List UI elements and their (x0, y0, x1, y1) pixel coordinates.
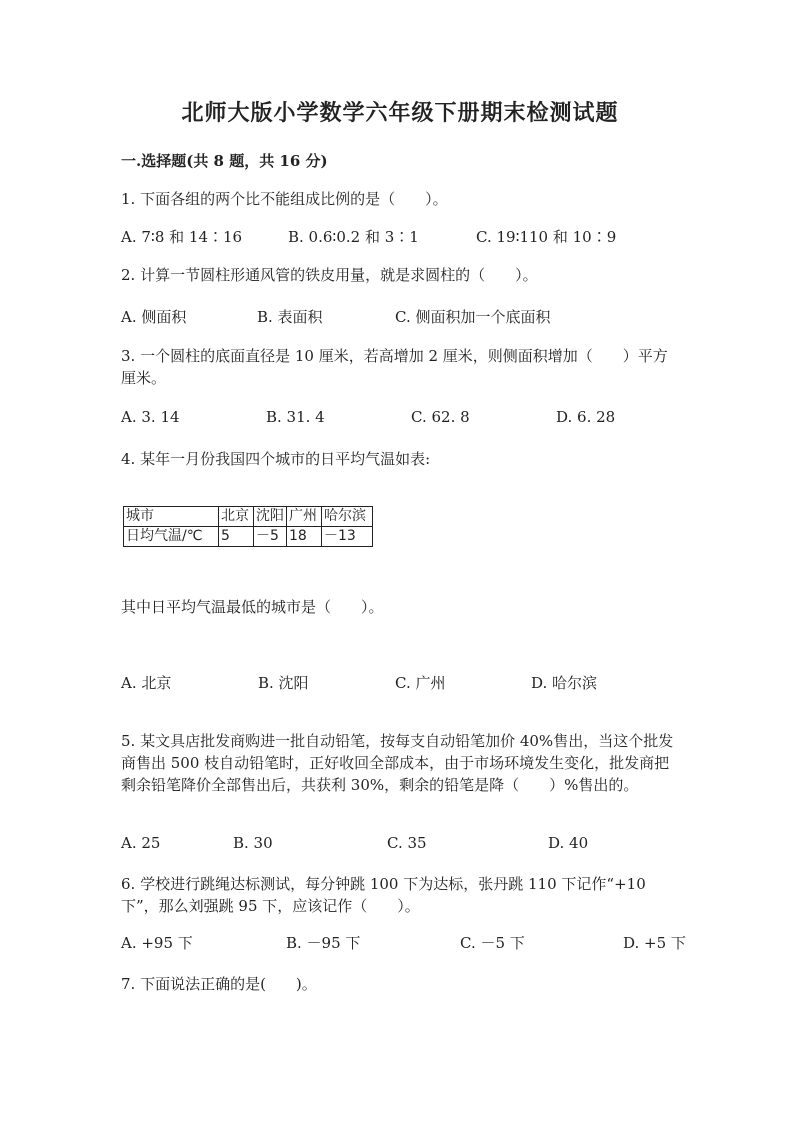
option-c: C. 35 (387, 834, 427, 852)
table-cell: 18 (287, 527, 322, 547)
option-d: D. 哈尔滨 (531, 674, 598, 692)
option-a: A. 25 (121, 834, 161, 852)
option-b: B. －95 下 (286, 934, 361, 952)
option-d: D. 40 (548, 834, 589, 852)
option-c: C. －5 下 (460, 934, 525, 952)
question-7: 7. 下面说法正确的是( )。 (121, 975, 317, 993)
option-a: A. 7∶8 和 14∶16 (121, 228, 243, 246)
option-b: B. 沈阳 (258, 674, 309, 692)
table-cell: 城市 (124, 507, 219, 527)
question-3-options (121, 406, 681, 428)
question-4: 4. 某年一月份我国四个城市的日平均气温如表: (121, 450, 431, 468)
option-d: D. 6. 28 (556, 408, 616, 426)
question-1: 1. 下面各组的两个比不能组成比例的是（ ）。 (121, 190, 448, 208)
question-4-followup: 其中日平均气温最低的城市是（ ）。 (121, 598, 384, 616)
table-cell: －5 (254, 527, 287, 547)
question-2: 2. 计算一节圆柱形通风管的铁皮用量，就是求圆柱的（ ）。 (121, 266, 538, 284)
section-heading: 一.选择题(共 8 题，共 16 分) (121, 152, 328, 170)
option-c: C. 62. 8 (411, 408, 470, 426)
question-5: 5. 某文具店批发商购进一批自动铅笔，按每支自动铅笔加价 40%售出，当这个批发商售出 500 枝自动铅笔时，正好收回全部成本，由于市场环境发生变化，批发商把剩余铅笔降价全部售出后，共获利 30%，剩余的铅笔是降（ ）%售出的。 (121, 732, 674, 794)
option-c: C. 侧面积加一个底面积 (395, 308, 551, 326)
table-cell: 日均气温/℃ (124, 527, 219, 547)
table-cell: 广州 (287, 507, 322, 527)
table-cell: －13 (322, 527, 373, 547)
option-a: A. +95 下 (121, 934, 193, 952)
question-5-options (121, 832, 681, 854)
option-b: B. 0.6∶0.2 和 3∶1 (288, 228, 419, 246)
option-d: D. +5 下 (623, 934, 686, 952)
question-6-options (121, 932, 686, 954)
option-a: A. 侧面积 (121, 308, 187, 326)
question-3: 3. 一个圆柱的底面直径是 10 厘米，若高增加 2 厘米，则侧面积增加（ ）平方厘米。 (121, 347, 668, 387)
table-header-row (124, 507, 373, 527)
option-c: C. 19∶110 和 10∶9 (476, 228, 617, 246)
table-row (124, 527, 373, 547)
option-b: B. 30 (233, 834, 273, 852)
option-b: B. 31. 4 (266, 408, 325, 426)
table-cell: 北京 (219, 507, 254, 527)
option-a: A. 北京 (121, 674, 172, 692)
temperature-table (123, 506, 373, 547)
question-4-options (121, 672, 681, 694)
page-title: 北师大版小学数学六年级下册期末检测试题 (181, 100, 619, 126)
question-6: 6. 学校进行跳绳达标测试，每分钟跳 100 下为达标，张丹跳 110 下记作“+10 下”，那么刘强跳 95 下，应该记作（ ）。 (121, 875, 646, 915)
table-cell: 哈尔滨 (322, 507, 373, 527)
table-cell: 5 (219, 527, 254, 547)
question-1-options (121, 226, 681, 248)
question-2-options (121, 306, 681, 328)
option-b: B. 表面积 (257, 308, 323, 326)
option-a: A. 3. 14 (121, 408, 180, 426)
table-cell: 沈阳 (254, 507, 287, 527)
option-c: C. 广州 (395, 674, 446, 692)
